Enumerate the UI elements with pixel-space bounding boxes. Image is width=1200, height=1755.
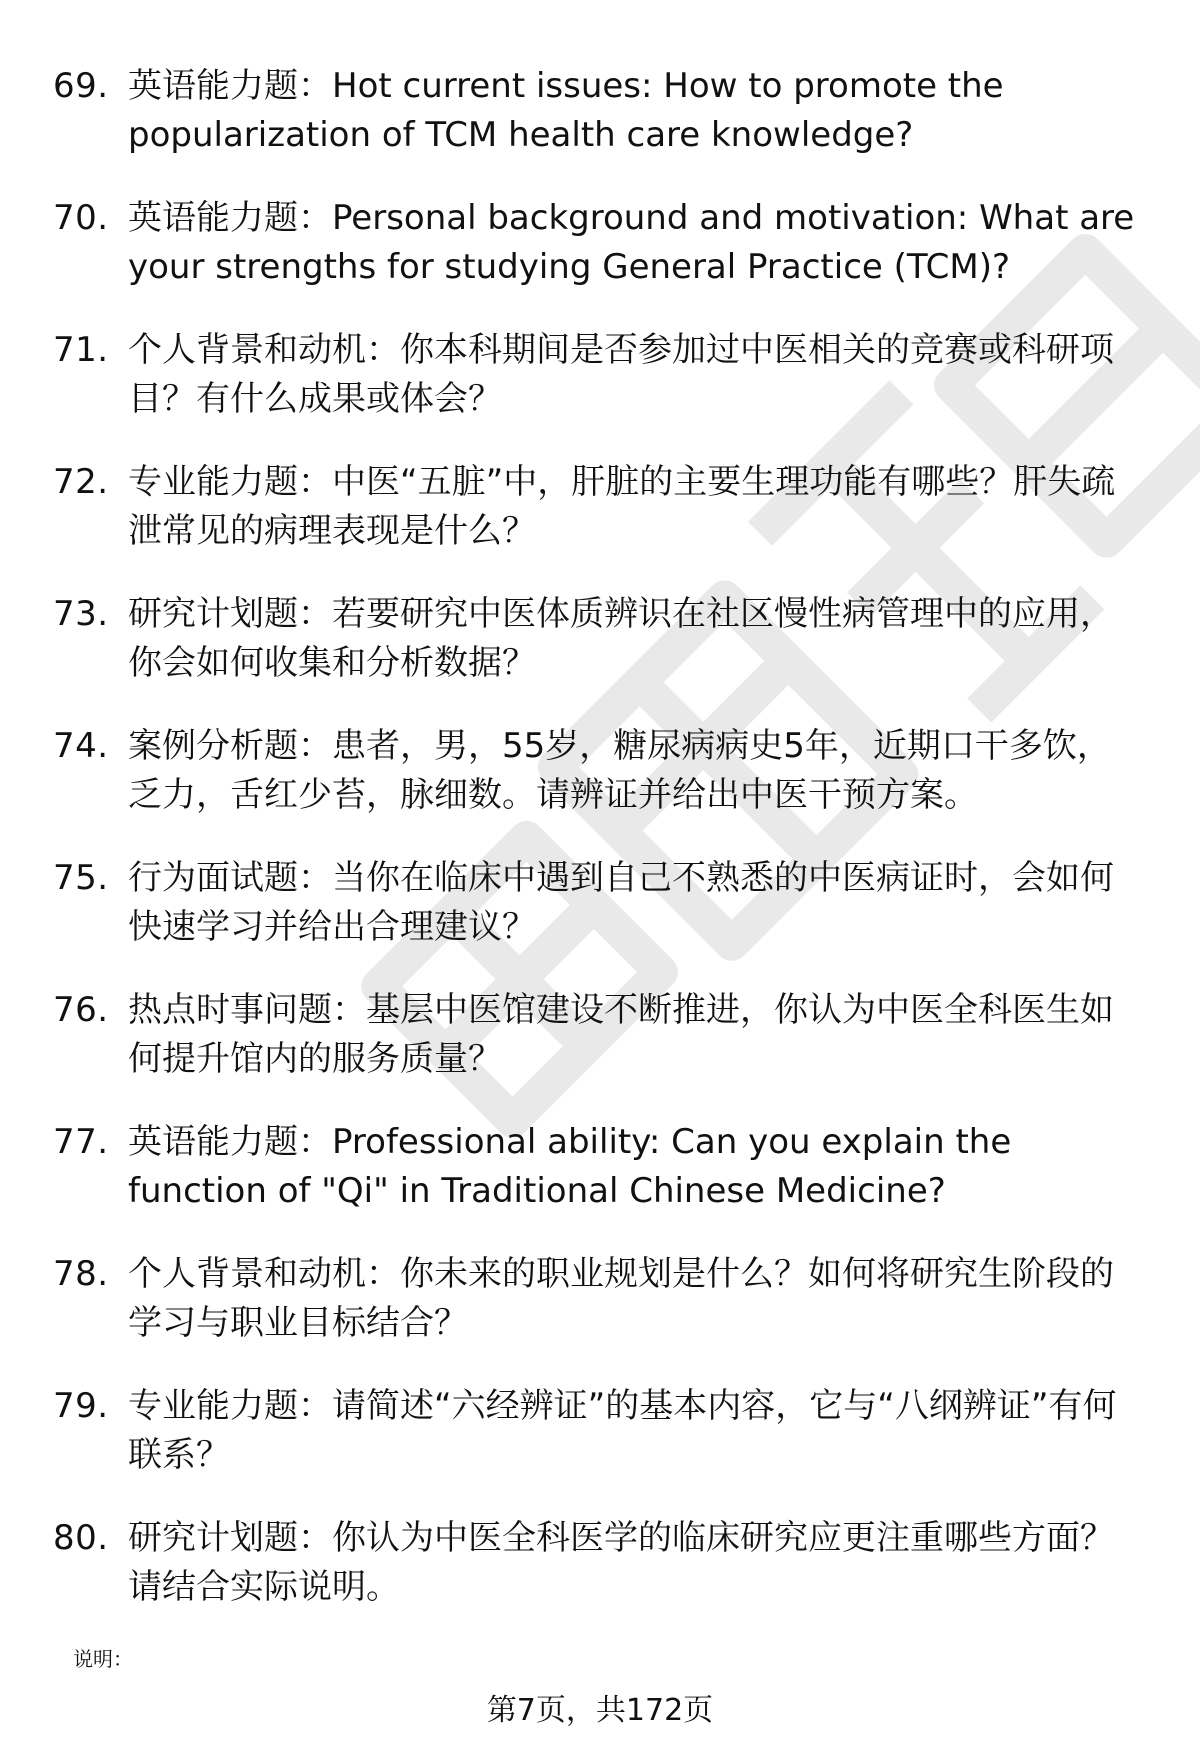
question-number: 75. <box>53 858 109 898</box>
question-body: Personal background and motivation: What are your strengths for studying General Practice (TCM)? <box>128 198 1135 287</box>
question-category: 英语能力题： <box>128 198 332 238</box>
question-body: 你本科期间是否参加过中医相关的竞赛或科研项目？有什么成果或体会？ <box>128 330 1114 419</box>
question-body: 你未来的职业规划是什么？如何将研究生阶段的学习与职业目标结合？ <box>128 1254 1114 1343</box>
question-text <box>128 590 1138 688</box>
question-category: 热点时事问题： <box>128 990 366 1030</box>
question-body: 若要研究中医体质辨识在社区慢性病管理中的应用，你会如何收集和分析数据？ <box>128 594 1114 683</box>
question-category: 案例分析题： <box>128 726 332 766</box>
question-category: 专业能力题： <box>128 462 332 502</box>
question-category: 研究计划题： <box>128 1518 332 1558</box>
question-category: 英语能力题： <box>128 1122 332 1162</box>
question-item <box>0 62 1200 194</box>
question-item <box>0 458 1200 590</box>
question-number: 74. <box>53 726 109 766</box>
question-text <box>128 326 1138 424</box>
question-body: 请简述“六经辨证”的基本内容，它与“八纲辨证”有何联系？ <box>128 1386 1117 1475</box>
question-number: 73. <box>53 594 109 634</box>
question-body: 患者，男，55岁，糖尿病病史5年，近期口干多饮，乏力，舌红少苔，脉细数。请辨证并给出中医干预方案。 <box>128 726 1111 815</box>
question-item <box>0 986 1200 1118</box>
question-item <box>0 1514 1200 1646</box>
question-item <box>0 1118 1200 1250</box>
question-text <box>128 458 1138 556</box>
question-body: 你认为中医全科医学的临床研究应更注重哪些方面？请结合实际说明。 <box>128 1518 1114 1607</box>
question-number: 71. <box>53 330 109 370</box>
question-number: 80. <box>53 1518 109 1558</box>
question-number: 69. <box>53 66 109 106</box>
question-text <box>128 1514 1138 1612</box>
question-item <box>0 1250 1200 1382</box>
question-body: 中医“五脏”中，肝脏的主要生理功能有哪些？肝失疏泄常见的病理表现是什么？ <box>128 462 1116 551</box>
question-category: 专业能力题： <box>128 1386 332 1426</box>
question-item <box>0 590 1200 722</box>
question-category: 英语能力题： <box>128 66 332 106</box>
question-category: 研究计划题： <box>128 594 332 634</box>
question-text <box>128 1250 1138 1348</box>
question-body: Professional ability: Can you explain the function of "Qi" in Traditional Chinese Medicine? <box>128 1122 1012 1211</box>
page-footer: 第7页，共172页 <box>486 1693 714 1728</box>
question-text <box>128 194 1138 292</box>
question-number: 72. <box>53 462 109 502</box>
question-list <box>0 62 1200 1646</box>
question-item <box>0 194 1200 326</box>
question-text <box>128 986 1138 1084</box>
question-number: 79. <box>53 1386 109 1426</box>
question-number: 76. <box>53 990 109 1030</box>
question-category: 行为面试题： <box>128 858 332 898</box>
question-text <box>128 62 1138 160</box>
question-category: 个人背景和动机： <box>128 330 400 370</box>
question-body: 基层中医馆建设不断推进，你认为中医全科医生如何提升馆内的服务质量？ <box>128 990 1114 1079</box>
question-text <box>128 854 1138 952</box>
question-item <box>0 722 1200 854</box>
question-number: 70. <box>53 198 109 238</box>
question-number: 77. <box>53 1122 109 1162</box>
question-item <box>0 854 1200 986</box>
question-body: Hot current issues: How to promote the popularization of TCM health care knowledge? <box>128 66 1004 155</box>
note-label: 说明： <box>73 1647 133 1671</box>
question-category: 个人背景和动机： <box>128 1254 400 1294</box>
question-number: 78. <box>53 1254 109 1294</box>
question-text <box>128 1382 1138 1480</box>
question-item <box>0 1382 1200 1514</box>
question-text <box>128 1118 1138 1216</box>
question-body: 当你在临床中遇到自己不熟悉的中医病证时，会如何快速学习并给出合理建议？ <box>128 858 1114 947</box>
question-text <box>128 722 1138 820</box>
question-item <box>0 326 1200 458</box>
